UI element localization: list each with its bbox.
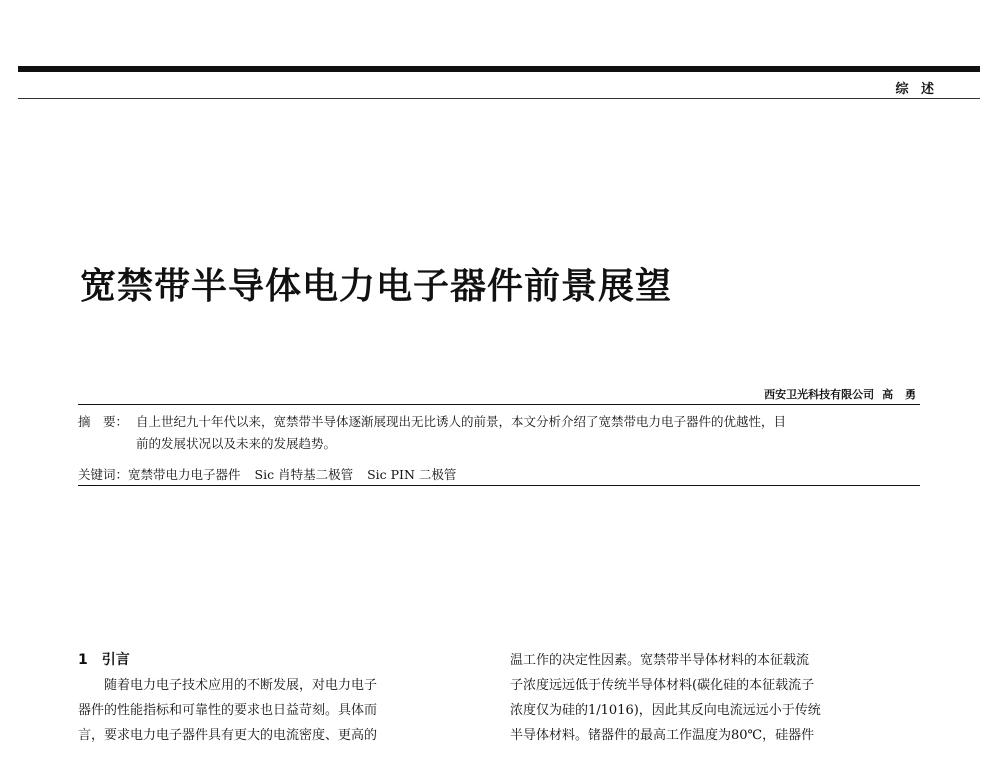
body-line: 器件的性能指标和可靠性的要求也日益苛刻。具体而 [78,703,378,718]
abstract-line: 前的发展状况以及未来的发展趋势。 [136,436,337,451]
abstract-line: 自上世纪九十年代以来，宽禁带半导体逐渐展现出无比诱人的前景，本文分析介绍了宽禁带电力电子器件的优越性，目 [136,414,787,429]
body-line: 温工作的决定性因素。宽禁带半导体材料的本征载流 [510,653,810,668]
body-line: 言，要求电力电子器件具有更大的电流密度、更高的 [78,728,378,743]
section-tag: 综 述 [895,82,938,97]
abstract-top-rule [78,404,920,405]
keyword: 宽禁带电力电子器件 [128,467,241,482]
body-line: 随着电力电子技术应用的不断发展，对电力电子 [104,678,378,693]
body-line: 半导体材料。锗器件的最高工作温度为80℃，硅器件 [510,728,815,743]
author-line [764,386,920,402]
abstract [78,411,920,455]
section-number: 1 [78,652,88,668]
keywords-label: 关键词： [78,467,129,482]
author-name: 高 勇 [882,388,920,401]
section-heading [78,648,488,673]
keywords [78,465,920,483]
body-line: 子浓度远远低于传统半导体材料(碳化硅的本征载流子 [510,678,815,693]
keyword: Sic 肖特基二极管 [254,467,354,482]
header-rule-thick [18,66,980,72]
body-line: 浓度仅为硅的1/1016)，因此其反向电流远远小于传统 [510,703,821,718]
body-column-right [510,648,920,748]
article-title: 宽禁带半导体电力电子器件前景展望 [80,266,673,307]
abstract-bottom-rule [78,485,920,486]
header-rule-thin [18,98,980,99]
section-title: 引言 [101,652,130,668]
author-affiliation: 西安卫光科技有限公司 [764,388,875,401]
abstract-label: 摘 要： [78,414,129,429]
body-column-left [78,648,488,748]
keyword: Sic PIN 二极管 [367,467,457,482]
